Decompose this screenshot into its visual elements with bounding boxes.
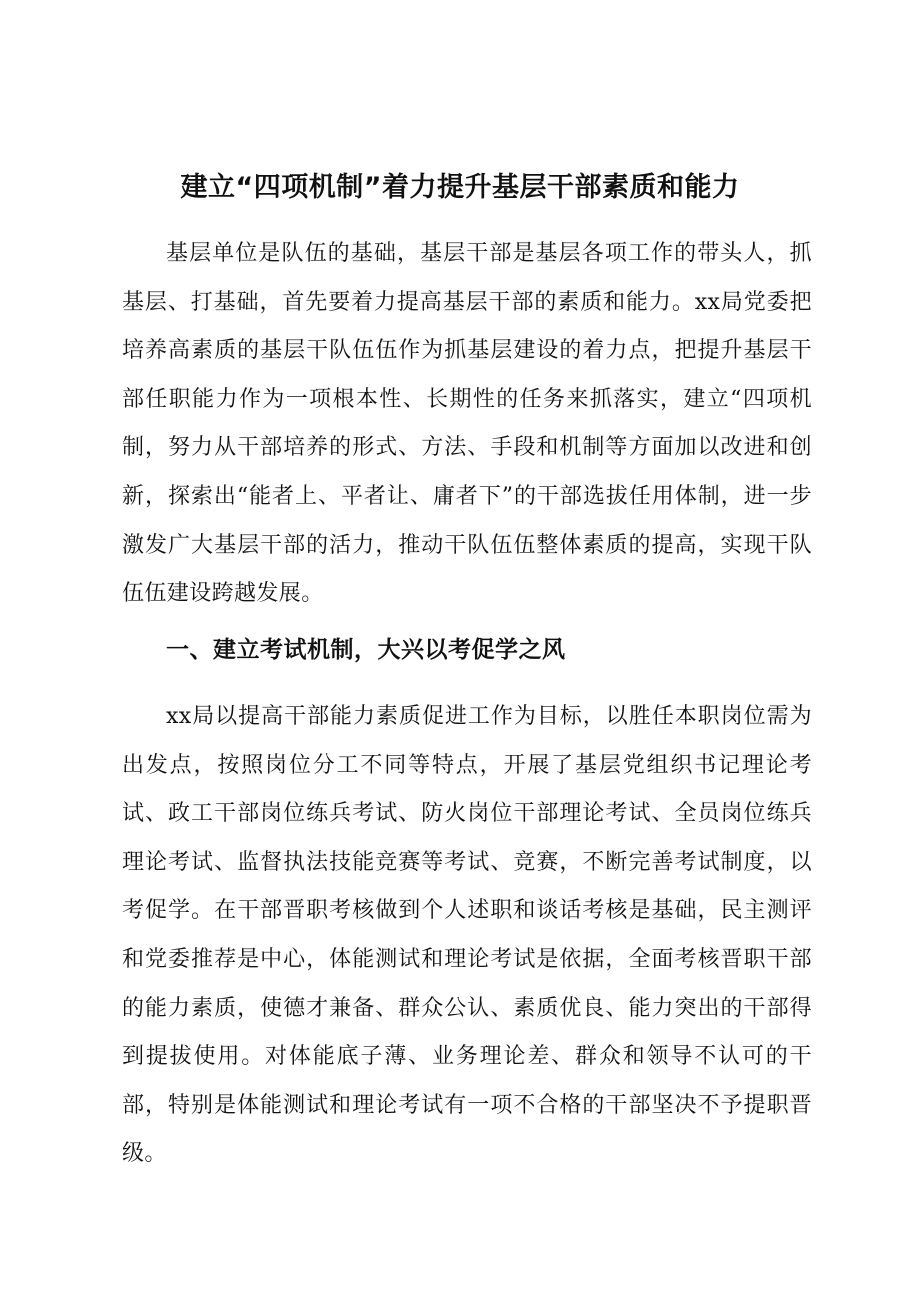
intro-paragraph: 基层单位是队伍的基础，基层干部是基层各项工作的带头人，抓基层、打基础，首先要着力提高基层干部的素质和能力。xx局党委把培养高素质的基层干队伍伍作为抓基层建设的着力点，把提升基层干部任职能力作为一项根本性、长期性的任务来抓落实，建立“四项机制，努力从干部培养的形式、方法、手段和机制等方面加以改进和创新，探索出“能者上、平者让、庸者下”的干部选拔任用体制，进一步激发广大基层干部的活力，推动干队伍伍整体素质的提高，实现干队伍伍建设跨越发展。 xyxy=(122,241,812,607)
document-title: 建立“四项机制”着力提升基层干部素质和能力 xyxy=(180,172,740,203)
section-paragraph: xx局以提高干部能力素质促进工作为目标，以胜任本职岗位需为出发点，按照岗位分工不同等特点，开展了基层党组织书记理论考试、政工干部岗位练兵考试、防火岗位干部理论考试、全员岗位练兵理论考试、监督执法技能竞赛等考试、竞赛，不断完善考试制度，以考促学。在干部晋职考核做到个人述职和谈话考核是基础，民主测评和党委推荐是中心，体能测试和理论考试是依据，全面考核晋职干部的能力素质，使德才兼备、群众公认、素质优良、能力突出的干部得到提拔使用。对体能底子薄、业务理论差、群众和领导不认可的干部，特别是体能测试和理论考试有一项不合格的干部坚决不予提职晋级。 xyxy=(122,704,812,1167)
section-heading: 一、建立考试机制，大兴以考促学之风 xyxy=(166,637,566,663)
